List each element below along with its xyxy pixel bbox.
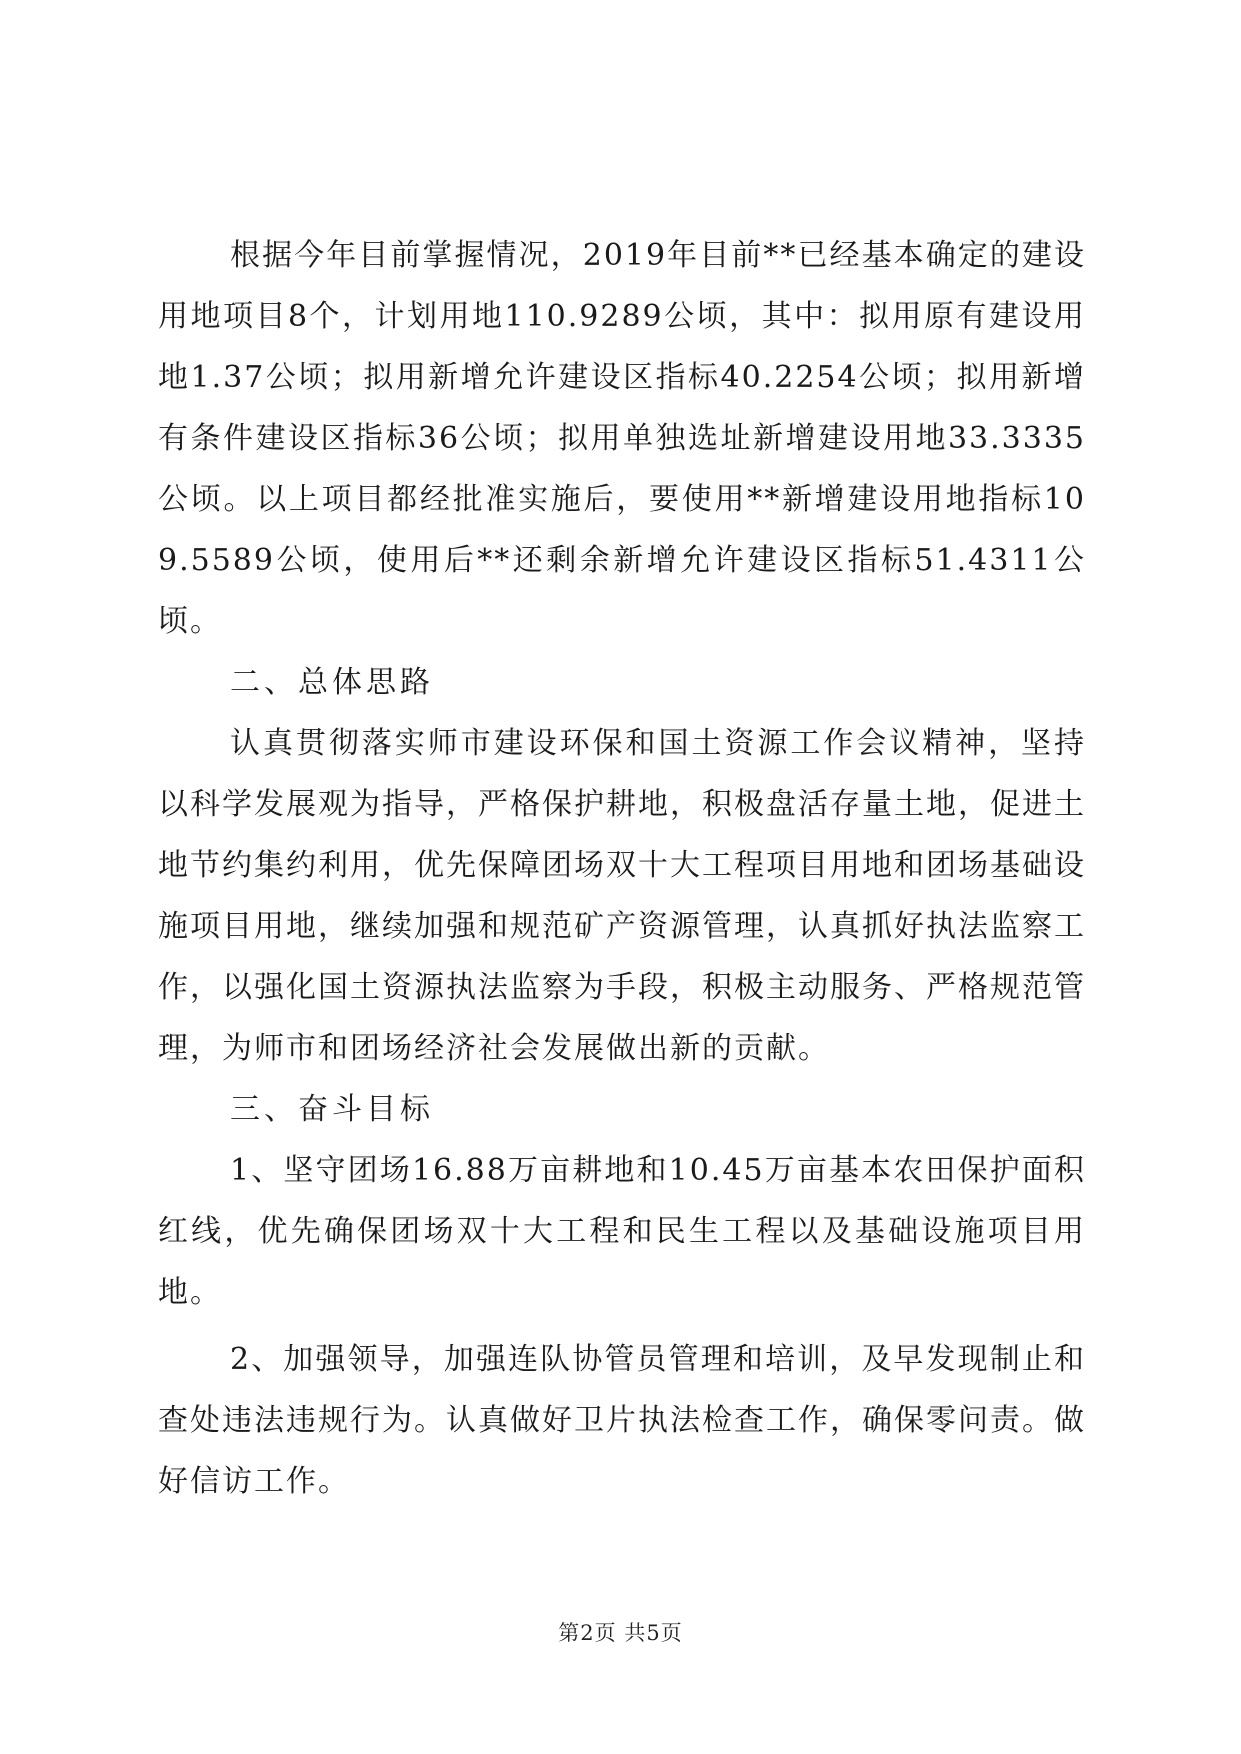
paragraph-goal-1: 1、坚守团场16.88万亩耕地和10.45万亩基本农田保护面积红线，优先确保团场双十大工程和民生工程以及基础设施项目用地。 [158, 1153, 1086, 1310]
section-heading-goals: 三、奋斗目标 [230, 1092, 434, 1127]
paragraph-overall-approach: 认真贯彻落实师市建设环保和国土资源工作会议精神，坚持以科学发展观为指导，严格保护耕地，积极盘活存量土地，促进土地节约集约利用，优先保障团场双十大工程项目用地和团场基础设施项目用地，继续加强和规范矿产资源管理，认真抓好执法监察工作，以强化国土资源执法监察为手段，积极主动服务、严格规范管理，为师市和团场经济社会发展做出新的贡献。 [158, 726, 1086, 1066]
page-number-footer: 第2页 共5页 [558, 1621, 683, 1645]
document-body [158, 225, 1086, 1512]
section-heading-overall-approach: 二、总体思路 [230, 665, 434, 700]
paragraph-goal-2: 2、加强领导，加强连队协管员管理和培训，及早发现制止和查处违法违规行为。认真做好卫片执法检查工作，确保零问责。做好信访工作。 [158, 1342, 1086, 1499]
paragraph-land-use-status: 根据今年目前掌握情况，2019年目前**已经基本确定的建设用地项目8个，计划用地110.9289公顷，其中：拟用原有建设用地1.37公顷；拟用新增允许建设区指标40.2254公顷；拟用新增有条件建设区指标36公顷；拟用单独选址新增建设用地33.3335公顷。以上项目都经批准实施后，要使用**新增建设用地指标109.5589公顷，使用后**还剩余新增允许建设区指标51.4311公顷。 [158, 238, 1086, 639]
